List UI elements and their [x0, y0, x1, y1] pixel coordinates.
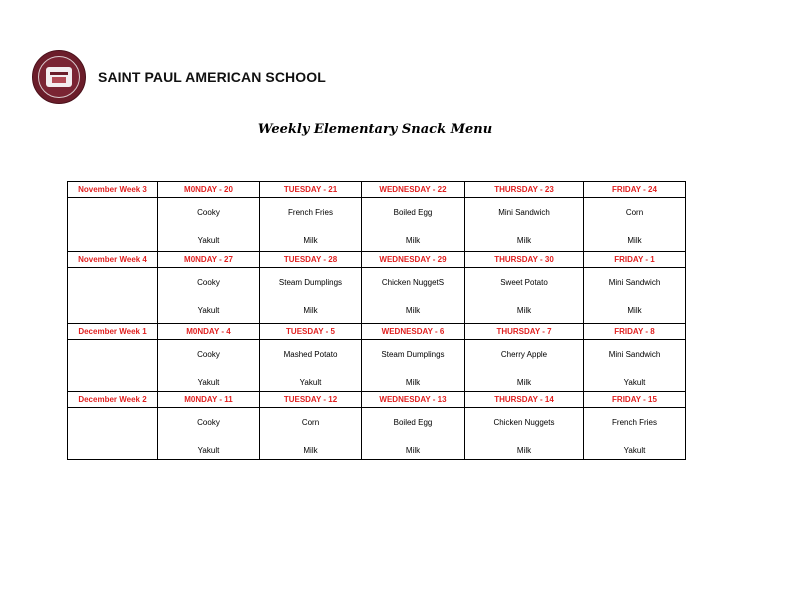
school-name: SAINT PAUL AMERICAN SCHOOL	[98, 69, 326, 85]
empty-cell	[68, 268, 158, 324]
week-header-row	[68, 252, 686, 268]
menu-cell	[362, 408, 465, 460]
drink-item: Yakult	[623, 378, 646, 387]
snack-item: Corn	[301, 418, 320, 427]
menu-cell	[465, 198, 584, 252]
drink-item: Milk	[303, 446, 318, 455]
drink-item: Milk	[405, 378, 421, 387]
menu-cell	[260, 408, 362, 460]
menu-cell	[465, 340, 584, 392]
menu-cell	[465, 268, 584, 324]
drink-item: Yakult	[197, 378, 220, 387]
snack-item: Chicken NuggetS	[381, 278, 445, 287]
drink-item: Milk	[405, 306, 421, 315]
snack-item: Boiled Egg	[393, 208, 433, 217]
day-header: M0NDAY - 4	[158, 324, 260, 340]
drink-item: Milk	[303, 306, 318, 315]
menu-cell	[362, 340, 465, 392]
week-label: November Week 4	[68, 252, 158, 268]
week-food-row	[68, 268, 686, 324]
drink-item: Milk	[405, 446, 421, 455]
snack-item: French Fries	[288, 208, 333, 217]
empty-cell	[68, 408, 158, 460]
week-header-row	[68, 182, 686, 198]
snack-item: Mini Sandwich	[608, 350, 661, 359]
menu-cell	[584, 268, 686, 324]
snack-item: Cooky	[197, 208, 220, 217]
week-food-row	[68, 198, 686, 252]
menu-cell	[260, 198, 362, 252]
day-header: THURSDAY - 14	[465, 392, 584, 408]
snack-item: Chicken Nuggets	[493, 418, 555, 427]
drink-item: Milk	[516, 446, 532, 455]
snack-item: Cooky	[197, 278, 220, 287]
snack-item: Boiled Egg	[393, 418, 433, 427]
snack-item: Mini Sandwich	[498, 208, 550, 217]
snack-item: Cooky	[197, 350, 220, 359]
day-header: M0NDAY - 27	[158, 252, 260, 268]
empty-cell	[68, 340, 158, 392]
snack-item: Mini Sandwich	[608, 278, 661, 287]
day-header: WEDNESDAY - 6	[362, 324, 465, 340]
drink-item: Milk	[627, 306, 642, 315]
menu-cell	[158, 340, 260, 392]
week-label: December Week 2	[68, 392, 158, 408]
drink-item: Milk	[405, 236, 421, 245]
day-header: TUESDAY - 28	[260, 252, 362, 268]
menu-title: Weekly Elementary Snack Menu	[257, 122, 493, 137]
drink-item: Yakult	[197, 446, 220, 455]
day-header: TUESDAY - 12	[260, 392, 362, 408]
menu-cell	[260, 340, 362, 392]
menu-cell	[465, 408, 584, 460]
snack-item: Cherry Apple	[500, 350, 548, 359]
menu-cell	[158, 268, 260, 324]
menu-cell	[584, 408, 686, 460]
menu-cell	[158, 408, 260, 460]
empty-cell	[68, 198, 158, 252]
day-header: FRIDAY - 24	[584, 182, 686, 198]
menu-cell	[158, 198, 260, 252]
drink-item: Milk	[303, 236, 318, 245]
menu-cell	[584, 340, 686, 392]
day-header: WEDNESDAY - 22	[362, 182, 465, 198]
day-header: M0NDAY - 20	[158, 182, 260, 198]
menu-cell	[260, 268, 362, 324]
menu-cell	[362, 268, 465, 324]
snack-item: Steam Dumplings	[381, 350, 445, 359]
snack-item: French Fries	[612, 418, 657, 427]
day-header: FRIDAY - 8	[584, 324, 686, 340]
snack-item: Sweet Potato	[500, 278, 548, 287]
snack-item: Corn	[625, 208, 644, 217]
day-header: FRIDAY - 1	[584, 252, 686, 268]
school-header	[32, 52, 326, 102]
drink-item: Milk	[516, 306, 532, 315]
school-seal-logo	[32, 50, 86, 104]
drink-item: Yakult	[299, 378, 322, 387]
snack-menu-table	[67, 181, 686, 460]
drink-item: Yakult	[197, 306, 220, 315]
week-food-row	[68, 340, 686, 392]
week-header-row	[68, 324, 686, 340]
menu-cell	[362, 198, 465, 252]
day-header: THURSDAY - 23	[465, 182, 584, 198]
menu-cell	[584, 198, 686, 252]
drink-item: Milk	[516, 378, 532, 387]
day-header: FRIDAY - 15	[584, 392, 686, 408]
drink-item: Milk	[627, 236, 642, 245]
day-header: THURSDAY - 7	[465, 324, 584, 340]
day-header: WEDNESDAY - 29	[362, 252, 465, 268]
week-label: November Week 3	[68, 182, 158, 198]
day-header: TUESDAY - 21	[260, 182, 362, 198]
day-header: THURSDAY - 30	[465, 252, 584, 268]
drink-item: Milk	[516, 236, 532, 245]
day-header: TUESDAY - 5	[260, 324, 362, 340]
day-header: M0NDAY - 11	[158, 392, 260, 408]
drink-item: Yakult	[623, 446, 646, 455]
week-header-row	[68, 392, 686, 408]
day-header: WEDNESDAY - 13	[362, 392, 465, 408]
snack-item: Steam Dumplings	[278, 278, 343, 287]
snack-item: Cooky	[197, 418, 220, 427]
week-food-row	[68, 408, 686, 460]
drink-item: Yakult	[197, 236, 220, 245]
week-label: December Week 1	[68, 324, 158, 340]
snack-item: Mashed Potato	[283, 350, 338, 359]
